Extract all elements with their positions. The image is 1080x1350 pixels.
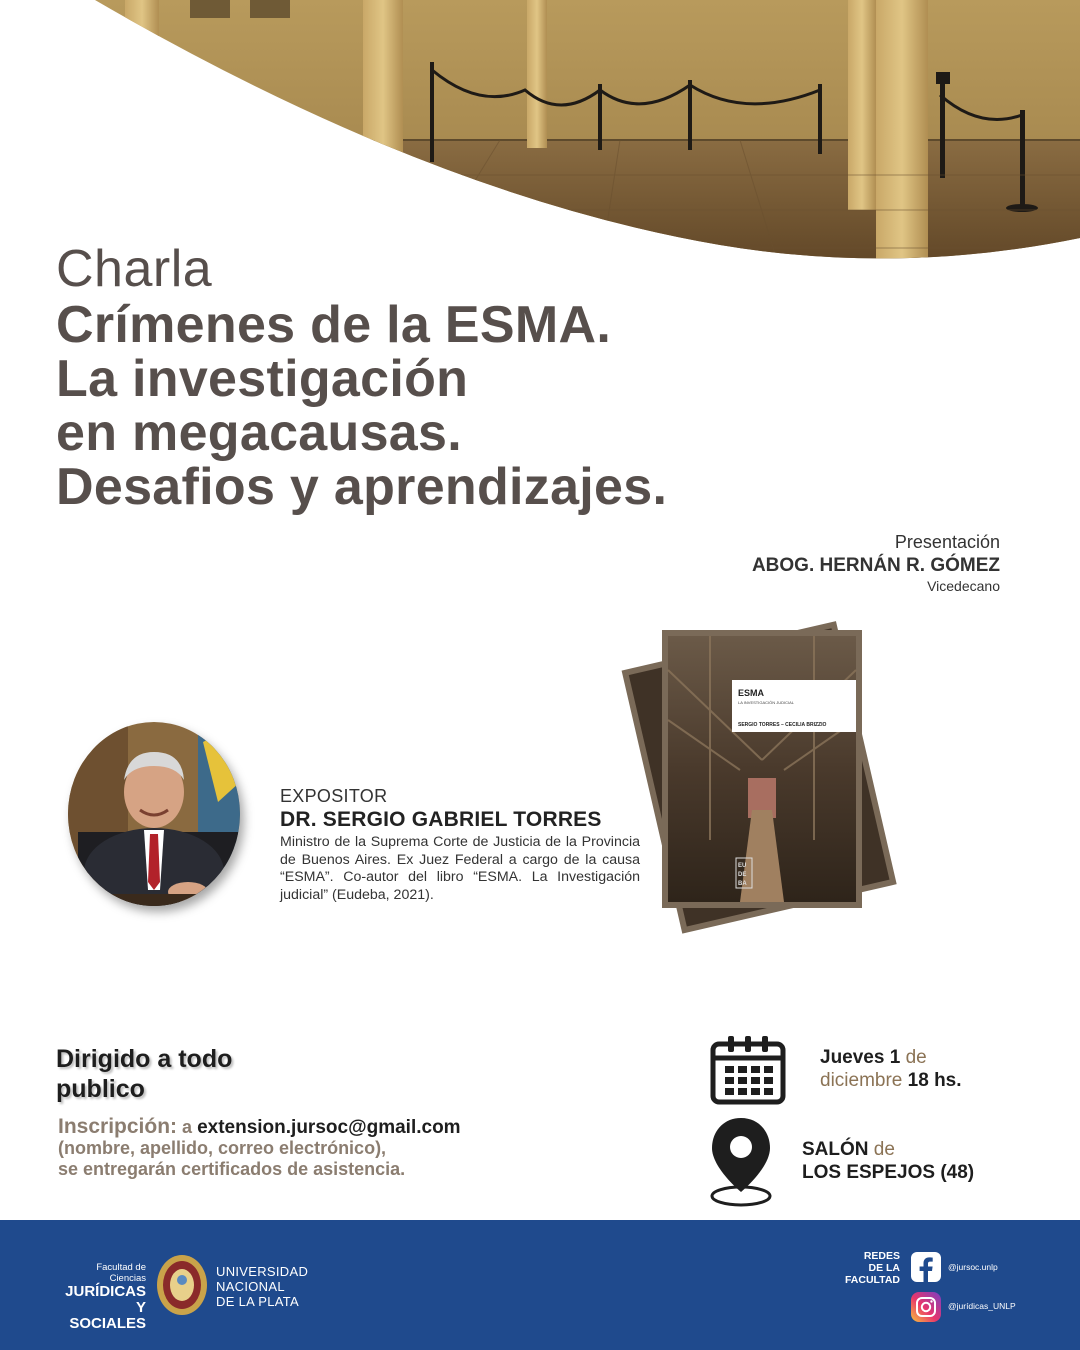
redes-line-1: REDES	[863, 1250, 900, 1262]
presenter-role: Presentación	[894, 532, 1000, 552]
instagram-icon[interactable]	[911, 1292, 941, 1322]
university-line-1: UNIVERSIDAD	[216, 1264, 309, 1279]
footer-bar	[0, 1220, 1080, 1350]
book-publisher-2: DE	[738, 872, 747, 878]
event-location	[802, 1138, 974, 1184]
faculty-line-2: Y SOCIALES	[69, 1299, 146, 1332]
event-title-line-3: en megacausas.	[56, 404, 462, 462]
book-subtitle: LA INVESTIGACIÓN JUDICIAL	[738, 700, 795, 705]
faculty-logo	[58, 1262, 146, 1332]
event-date	[820, 1046, 962, 1092]
location-pin-icon	[708, 1116, 774, 1208]
event-title-block	[56, 240, 876, 514]
registration-prefix: a	[182, 1117, 193, 1137]
registration-block	[58, 1116, 578, 1180]
location-detail: LOS ESPEJOS (48)	[802, 1162, 975, 1183]
location-de: de	[873, 1139, 895, 1160]
instagram-handle[interactable]: @jurídicas_UNLP	[948, 1301, 1016, 1311]
event-title-line-2: La investigación	[56, 350, 469, 408]
event-time: 18 hs.	[907, 1070, 962, 1091]
speaker-portrait	[68, 722, 240, 906]
university-line-3: DE LA PLATA	[216, 1294, 300, 1309]
book-publisher-3: BA	[738, 881, 747, 887]
audience-line-1: Dirigido a todo	[56, 1045, 233, 1073]
event-month: diciembre	[820, 1070, 903, 1091]
book-title: ESMA	[738, 688, 765, 698]
book-cover	[620, 610, 910, 940]
location-name: SALÓN	[802, 1139, 869, 1160]
speaker-name: DR. SERGIO GABRIEL TORRES	[280, 808, 602, 831]
audience-block	[56, 1044, 232, 1104]
book-authors: SERGIO TORRES – CECILIA BRIZZIO	[738, 722, 827, 728]
presenter-name: ABOG. HERNÁN R. GÓMEZ	[751, 555, 1000, 576]
registration-email[interactable]: extension.jursoc@gmail.com	[197, 1117, 461, 1138]
facebook-icon[interactable]	[911, 1252, 941, 1282]
event-kind: Charla	[56, 240, 213, 298]
speaker-bio: Ministro de la Suprema Corte de Justicia de la Provincia de Buenos Aires. Ex Juez Federal a cargo de la causa “ESMA”. Co-autor del libro “ESMA. La Investigación judicial” (Eudeba, 2021).	[280, 834, 640, 903]
social-label	[828, 1250, 900, 1286]
hero-photo	[0, 0, 1080, 270]
university-seal-icon	[156, 1254, 208, 1316]
presenter-position: Vicedecano	[927, 578, 1000, 594]
book-publisher-1: EU	[738, 863, 747, 869]
university-line-2: NACIONAL	[216, 1279, 285, 1294]
faculty-small: Facultad de Ciencias	[96, 1262, 146, 1284]
presenter-block	[752, 532, 1000, 594]
faculty-line-1: JURÍDICAS	[65, 1283, 146, 1300]
registration-line-2: (nombre, apellido, correo electrónico),	[58, 1138, 387, 1158]
registration-label: Inscripción:	[58, 1115, 178, 1138]
redes-line-2: DE LA	[868, 1262, 900, 1274]
speaker-block	[280, 786, 640, 904]
audience-line-2: publico	[56, 1075, 145, 1103]
event-title-line-4: Desafios y aprendizajes.	[56, 458, 668, 516]
registration-line-3: se entregarán certificados de asistencia.	[58, 1159, 406, 1179]
calendar-icon	[710, 1036, 786, 1106]
university-name	[216, 1264, 308, 1309]
event-date-de: de	[905, 1047, 927, 1068]
facebook-handle[interactable]: @jursoc.unlp	[948, 1262, 998, 1272]
speaker-label: EXPOSITOR	[280, 786, 388, 806]
event-title-line-1: Crímenes de la ESMA.	[56, 296, 612, 354]
event-day: Jueves 1	[820, 1047, 901, 1068]
redes-line-3: FACULTAD	[844, 1274, 900, 1286]
